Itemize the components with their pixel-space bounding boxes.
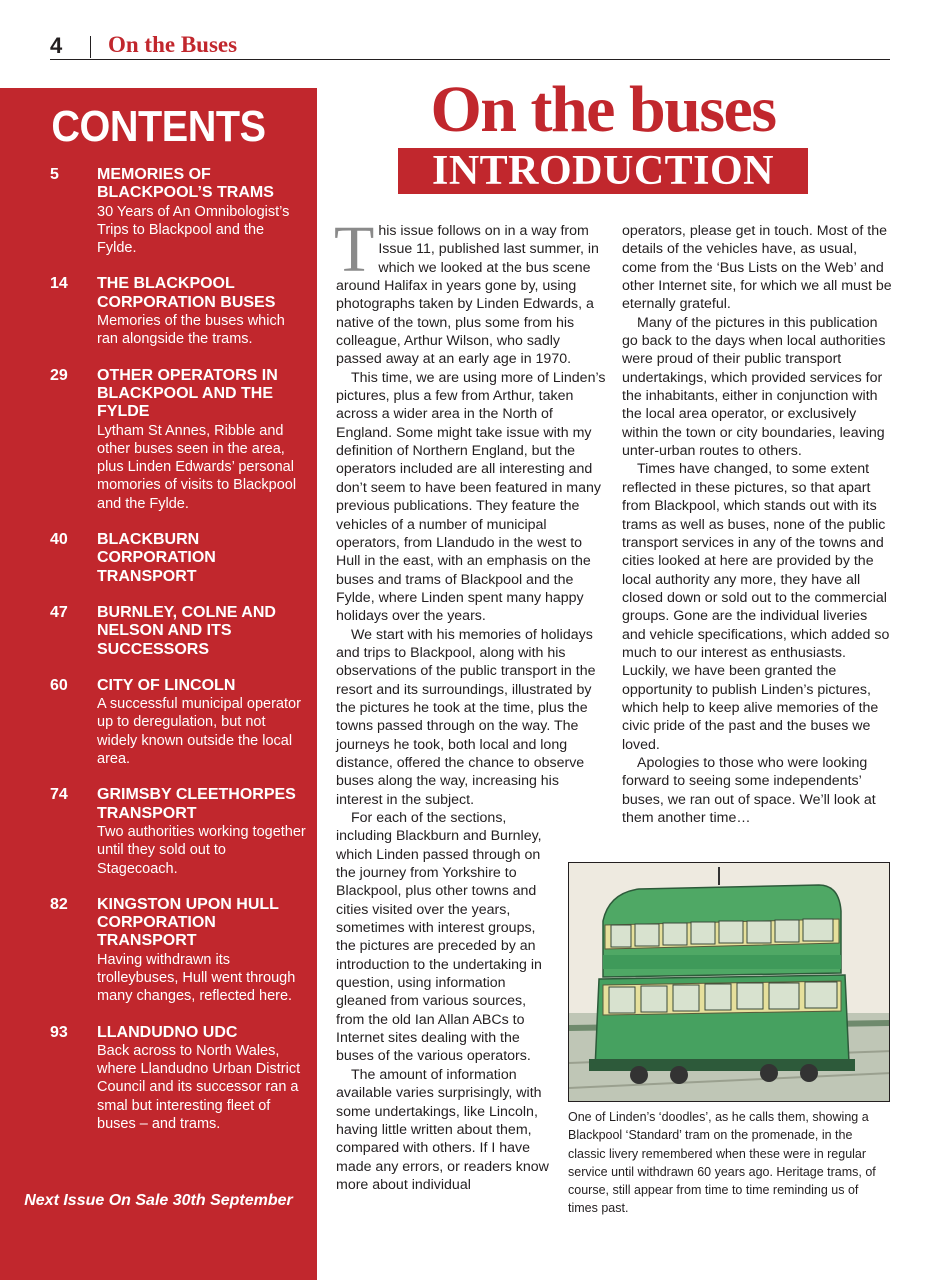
contents-page-number: 82: [50, 895, 68, 913]
contents-item[interactable]: [0, 166, 317, 257]
next-issue-notice: Next Issue On Sale 30th September: [24, 1192, 293, 1209]
contents-page-number: 5: [50, 166, 59, 183]
contents-item-title: BLACKBURN CORPORATION TRANSPORT: [97, 531, 216, 585]
paragraph: Times have changed, to some extent reflected in these pictures, so that apart from Blackpool, which stands out with its trams as well as buses, none of the public transport services in any of the towns and cities looked at here are provided by the local authority any more, they have all closed down or sold out to the commercial groups. Gone are the individual liveries and vehicle specifications, which added so much to our interest as enthusiasts. Luckily, we have been granted the opportunity to publish Linden’s pictures, which help to keep alive memories of the civic pride of the past and the buses we loved.: [622, 461, 890, 753]
tram-drawing: [569, 863, 890, 1102]
contents-item[interactable]: [0, 367, 317, 513]
contents-item-title: LLANDUDNO UDC: [97, 1023, 238, 1041]
contents-item-title: KINGSTON UPON HULL CORPORATION TRANSPORT: [97, 895, 279, 950]
contents-page-number: 93: [50, 1023, 68, 1041]
contents-item[interactable]: [0, 786, 317, 877]
contents-page-number: 14: [50, 275, 68, 293]
contents-item-title: MEMORIES OF BLACKPOOL’S TRAMS: [97, 166, 274, 202]
page-number: 4: [50, 33, 63, 58]
contents-item[interactable]: [0, 896, 317, 1006]
article-title: On the buses: [430, 73, 776, 146]
subtitle-banner: [398, 148, 808, 194]
contents-heading: CONTENTS: [51, 102, 266, 151]
contents-item-title: THE BLACKPOOL CORPORATION BUSES: [97, 275, 276, 311]
section-title: On the Buses: [108, 32, 238, 57]
contents-item-description: 30 Years of An Omnibologist’s Trips to Blackpool and the Fylde.: [97, 203, 290, 257]
header-divider: [90, 36, 91, 58]
contents-item[interactable]: [0, 677, 317, 768]
contents-list: [0, 166, 317, 1151]
contents-page-number: 74: [50, 786, 68, 804]
contents-item[interactable]: [0, 604, 317, 659]
tram-illustration: [568, 862, 890, 1102]
contents-page-number: 29: [50, 366, 68, 384]
paragraph: For each of the sections, including Blackburn and Burnley, which Linden passed through on the journey from Yorkshire to Blackpool, plus other towns and cities visited over the years, sometimes with interest groups, the pictures are preceded by an introduction to the undertaking in question, using information gleaned from various sources, from the old Ian Allan ABCs to Internet sites dealing with the buses of the various operators.: [336, 810, 542, 1065]
contents-item[interactable]: [0, 531, 317, 586]
contents-page-number: 40: [50, 531, 68, 549]
article-column-right: [622, 222, 892, 827]
paragraph: [334, 213, 606, 369]
contents-item-description: Back across to North Wales, where Llandudno Urban District Council and its successor ran a smal but interesting fleet of buses – and trams.: [97, 1042, 301, 1133]
paragraph: We start with his memories of holidays and trips to Blackpool, along with his observations of the public transport in the resort and its surroundings, illustrated by the pictures he took at the time, plus the towns passed through on the way. The journeys he took, both local and long distance, offered the chance to observe buses along the way, increasing his interest in the subject.: [336, 626, 596, 808]
article-column-left: [334, 213, 606, 1194]
contents-item[interactable]: [0, 1024, 317, 1134]
paragraph: operators, please get in touch. Most of the details of the vehicles have, as usual, come from the ‘Bus Lists on the Web’ and other Internet site, for which we all must be eternally grateful.: [622, 223, 892, 313]
contents-item-title: BURNLEY, COLNE AND NELSON AND ITS SUCCESSORS: [97, 603, 276, 658]
article-subtitle: INTRODUCTION: [431, 148, 775, 194]
contents-sidebar: [0, 88, 317, 1280]
contents-item-description: Having withdrawn its trolleybuses, Hull went through many changes, reflected here.: [97, 951, 296, 1005]
paragraph: Apologies to those who were looking forward to seeing some independents’ buses, we ran out of space. We’ll look at them another time…: [622, 754, 876, 826]
paragraph: The amount of information available varies surprisingly, with some undertakings, like Lincoln, having little written about them, compared with others. If I have made any errors, or readers know more about individual: [336, 1066, 549, 1193]
contents-item-title: OTHER OPERATORS IN BLACKPOOL AND THE FYLDE: [97, 366, 278, 421]
contents-item-title: GRIMSBY CLEETHORPES TRANSPORT: [97, 786, 296, 822]
contents-page-number: 60: [50, 676, 68, 694]
contents-item-description: Lytham St Annes, Ribble and other buses seen in the area, plus Linden Edwards’ personal momories of visits to Blackpool and the Fylde.: [97, 422, 297, 512]
contents-page-number: 47: [50, 603, 68, 621]
contents-item-description: Memories of the buses which ran alongside the trams.: [97, 313, 285, 348]
figure-caption: One of Linden’s ‘doodles’, as he calls them, showing a Blackpool ‘Standard’ tram on the promenade, in the classic livery remembered when these were in regular service until withdrawn 60 years ago. Heritage trams, of course, still appear from time to time reminding us of times past.: [568, 1110, 876, 1216]
contents-item[interactable]: [0, 275, 317, 348]
page-header: [50, 32, 890, 60]
paragraph: Many of the pictures in this publication go back to the days when local authorities were proud of their public transport undertakings, which provided services for the inhabitants, either in conjunction with the local area operator, or exclusively within the town or city boundaries, leaving unter-urban routes to others.: [622, 314, 886, 460]
drop-cap: T: [334, 213, 375, 286]
paragraph-text: his issue follows on in a way from Issue 11, published last summer, in which we looked at the bus scene around Halifax in years gone by, using photographs taken by Linden Edwards, a native of the town, plus some from his colleague, Arthur Wilson, who sadly passed away at an early age in 1970.: [336, 223, 599, 368]
contents-item-title: CITY OF LINCOLN: [97, 676, 236, 694]
contents-item-description: Two authorities working together until they sold out to Stagecoach.: [97, 823, 306, 877]
contents-item-description: A successful municipal operator up to deregulation, but not widely known outside the local area.: [97, 696, 301, 768]
paragraph: This time, we are using more of Linden’s pictures, plus a few from Arthur, taken across a wider area in the North of England. Some might take issue with my definition of Northern England, but the operators included are all interesting and don’t seem to have been featured in many previous publications. They feature the vehicles of a number of municipal operators, from Llandudo in the west to Hull in the east, with an emphasis on the buses and trams of Blackpool and the Fylde, where Linden spent many happy holidays over the years.: [336, 369, 606, 625]
